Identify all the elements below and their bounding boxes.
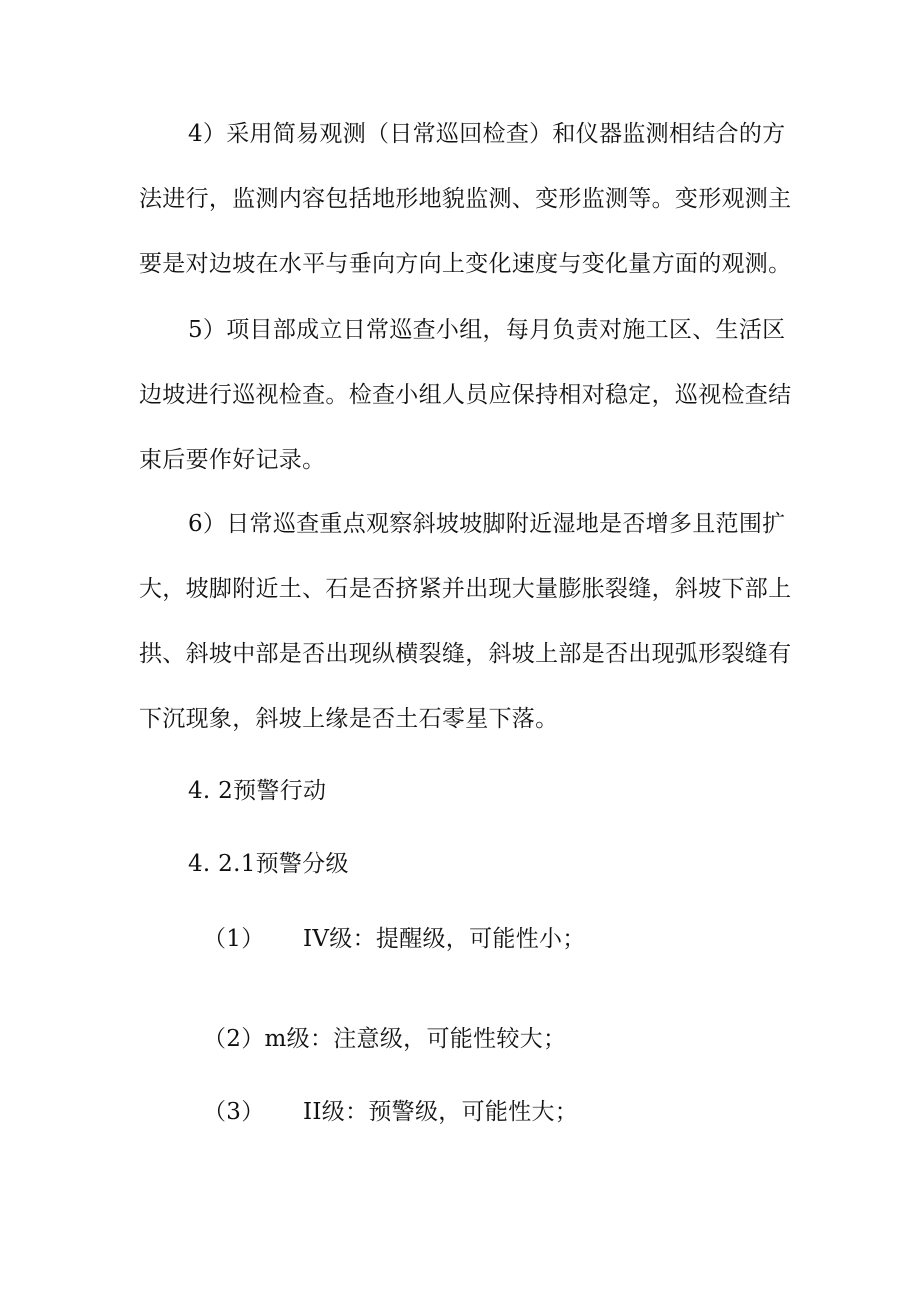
level-1-number: （1） xyxy=(203,926,265,952)
paragraph-5-line-3: 束后要作好记录。 xyxy=(139,447,326,473)
paragraph-4-line-2: 法进行，监测内容包括地形地貌监测、变形监测等。变形观测主 xyxy=(139,186,792,212)
paragraph-5-line-2: 边坡进行巡视检查。检查小组人员应保持相对稳定，巡视检查结 xyxy=(139,382,792,408)
paragraph-6-line-4: 下沉现象，斜坡上缘是否土石零星下落。 xyxy=(139,706,559,732)
paragraph-4-line-1: 4）采用简易观测（日常巡回检查）和仪器监测相结合的方 xyxy=(188,121,786,147)
level-3-text: II级：预警级，可能性大； xyxy=(303,1099,579,1125)
paragraph-6-line-1: 6）日常巡查重点观察斜坡坡脚附近湿地是否增多且范围扩 xyxy=(188,511,786,537)
level-1-text: IV级：提醒级，可能性小； xyxy=(303,926,586,952)
paragraph-6-line-2: 大，坡脚附近土、石是否挤紧并出现大量膨胀裂缝，斜坡下部上 xyxy=(139,576,792,602)
paragraph-6-line-3: 拱、斜坡中部是否出现纵横裂缝，斜坡上部是否出现弧形裂缝有 xyxy=(139,641,792,667)
level-2-text: （2）m级：注意级，可能性较大； xyxy=(203,1026,567,1052)
heading-4-2-1: 4. 2.1预警分级 xyxy=(188,851,349,877)
paragraph-5-line-1: 5）项目部成立日常巡查小组，每月负责对施工区、生活区 xyxy=(188,317,786,343)
heading-4-2: 4. 2预警行动 xyxy=(188,778,327,804)
level-3-number: （3） xyxy=(203,1099,265,1125)
paragraph-4-line-3: 要是对边坡在水平与垂向方向上变化速度与变化量方面的观测。 xyxy=(139,251,792,277)
